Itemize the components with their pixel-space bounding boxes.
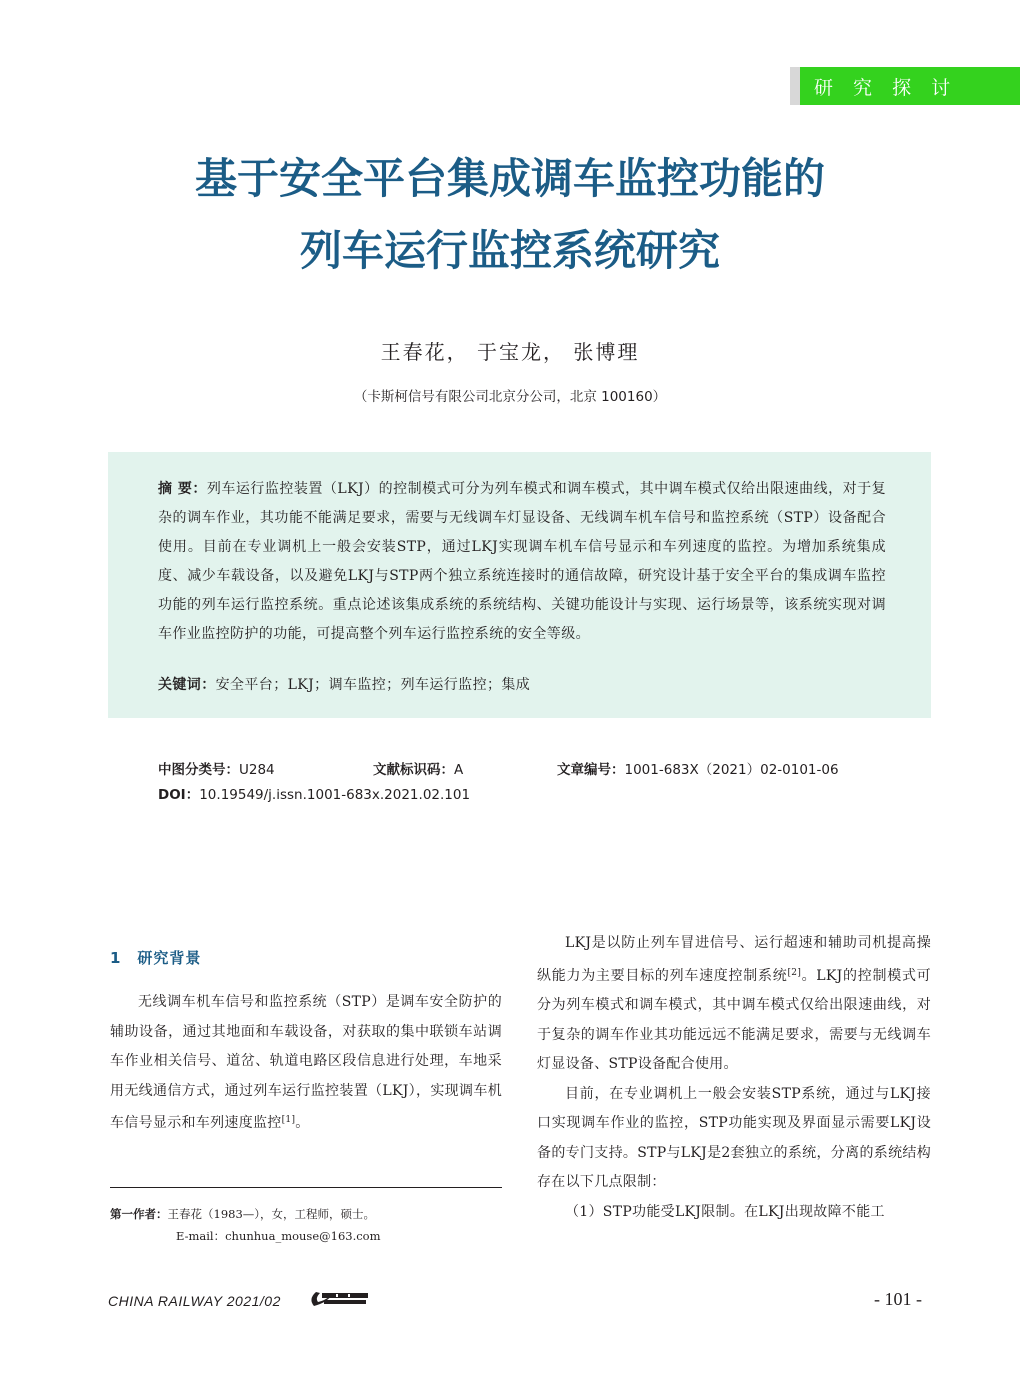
left-paragraph-1 [110,988,502,1139]
footnote-label: 第一作者： [110,1207,168,1221]
clc-number [158,758,275,778]
section-tag [790,67,1020,105]
footnote-text: 王春花（1983—），女，工程师，硕士。 [167,1207,376,1221]
footnote-divider [110,1187,502,1188]
doi [158,783,470,803]
right-paragraph-1 [537,929,931,1080]
right-para-text: LKJ是以防止列车冒进信号、运行超速和辅助司机提高操纵能力为主要目标的列车速度控制系统 [537,935,931,984]
doi-value: 10.19549/j.issn.1001-683x.2021.02.101 [199,787,471,803]
paper-title [60,143,960,287]
citation-ref: [2] [787,967,802,978]
section-heading: 1 研究背景 [110,949,202,967]
left-para-end: 。 [295,1115,310,1131]
section-tag-bar [790,67,800,105]
clc-label: 中图分类号： [158,762,239,778]
journal-footer: CHINA RAILWAY 2021/02 [108,1293,281,1309]
right-para-rest: 。LKJ的控制模式可分为列车模式和调车模式，其中调车模式仅给出限速曲线，对于复杂的调车作业其功能远远不能满足要求，需要与无线调车灯显设备、STP设备配合使用。 [537,967,931,1072]
china-railway-logo-icon [306,1289,372,1309]
keywords [158,673,886,697]
page-number: - 101 - [874,1289,922,1309]
doi-label: DOI： [158,787,200,803]
right-column [537,929,931,1227]
authors: 王春花， 于宝龙， 张博理 [380,340,640,364]
artno-label: 文章编号： [557,762,625,778]
doccode-value: A [454,762,464,778]
left-para-text: 无线调车机车信号和监控系统（STP）是调车安全防护的辅助设备，通过其地面和车载设备，对获取的集中联锁车站调车作业相关信号、道岔、轨道电路区段信息进行处理，车地采用无线通信方式，通过列车运行监控装置（LKJ），实现调车机车信号显示和车列速度监控 [110,994,502,1131]
footnote [110,1203,510,1247]
abstract-label: 摘 要： [158,481,207,497]
artno-value: 1001-683X（2021）02-0101-06 [624,762,839,778]
title-line-2: 列车运行监控系统研究 [299,226,720,275]
footnote-author [110,1203,510,1225]
footnote-email: E-mail：chunhua_mouse@163.com [176,1229,381,1243]
keywords-label: 关键词： [158,677,216,693]
keywords-text: 安全平台；LKJ；调车监控；列车运行监控；集成 [215,677,531,693]
right-paragraph-2: 目前，在专业调机上一般会安装STP系统，通过与LKJ接口实现调车作业的监控，STP功能实现及界面显示需要LKJ设备的专门支持。STP与LKJ是2套独立的系统，分离的系统结构存在以下几点限制： [537,1085,931,1190]
article-number [557,758,839,778]
left-column [110,988,502,1139]
right-paragraph-3: （1）STP功能受LKJ限制。在LKJ出现故障不能工 [565,1203,885,1220]
abstract-text: 列车运行监控装置（LKJ）的控制模式可分为列车模式和调车模式，其中调车模式仅给出限速曲线，对于复杂的调车作业，其功能不能满足要求，需要与无线调车灯显设备、无线调车机车信号和监控系统（STP）设备配合使用。目前在专业调机上一般会安装STP，通过LKJ实现调车机车信号显示和车列速度的监控。为增加系统集成度、减少车载设备，以及避免LKJ与STP两个独立系统连接时的通信故障，研究设计基于安全平台的集成调车监控功能的列车运行监控系统。重点论述该集成系统的系统结构、关键功能设计与实现、运行场景等，该系统实现对调车作业监控防护的功能，可提高整个列车运行监控系统的安全等级。 [158,481,886,642]
clc-value: U284 [239,762,275,778]
affiliation: （卡斯柯信号有限公司北京分公司，北京 100160） [353,389,667,405]
section-tag-label: 研 究 探 讨 [814,77,958,99]
doccode-label: 文献标识码： [373,762,454,778]
abstract [158,475,886,649]
citation-ref: [1] [281,1115,296,1125]
title-line-1: 基于安全平台集成调车监控功能的 [194,154,825,203]
document-code [373,758,463,778]
